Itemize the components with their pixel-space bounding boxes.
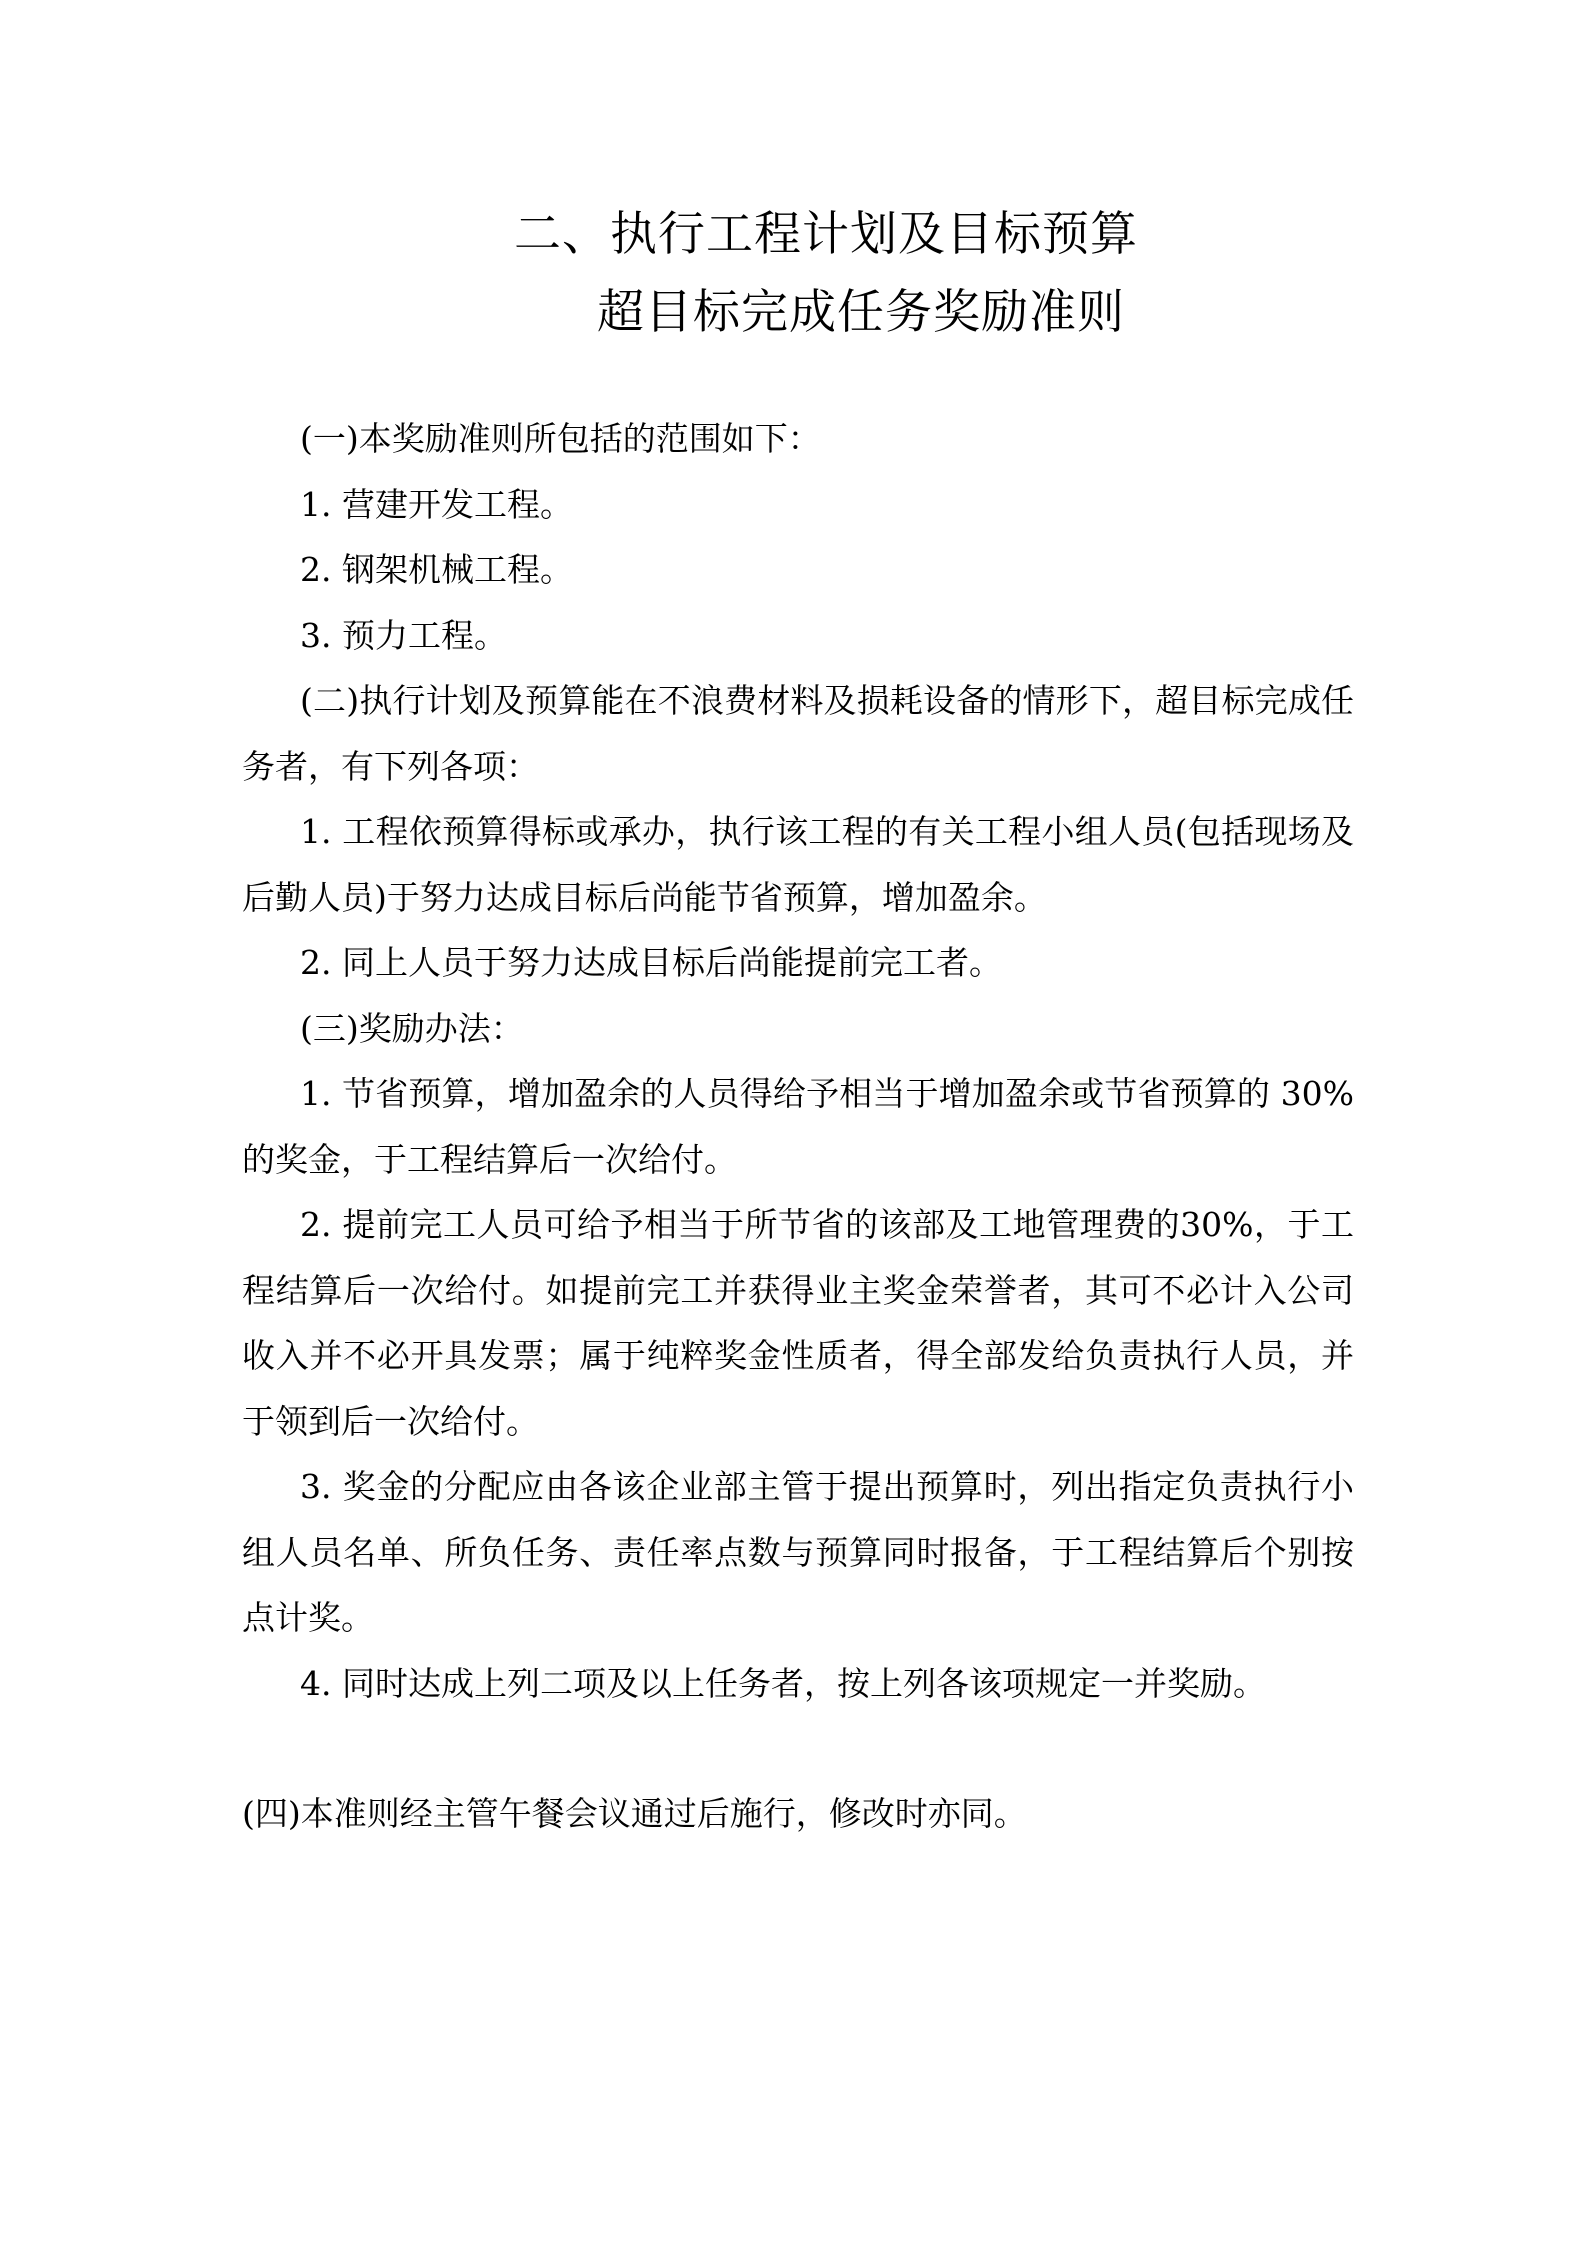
section-1-item-1: 1. 营建开发工程。 xyxy=(300,484,573,524)
section-1-item-3: 3. 预力工程。 xyxy=(300,615,507,655)
section-1-item-2: 2. 钢架机械工程。 xyxy=(300,550,573,589)
section-2-heading: (二)执行计划及预算能在不浪费材料及损耗设备的情形下，超目标完成任务者，有下列各项： xyxy=(242,681,1354,786)
section-3-item-1: 1. 节省预算，增加盈余的人员得给予相当于增加盈余或节省预算的 30%的奖金，于工程结算后一次给付。 xyxy=(242,1074,1354,1179)
section-3-item-3: 3. 奖金的分配应由各该企业部主管于提出预算时，列出指定负责执行小组人员名单、所负任务、责任率点数与预算同时报备，于工程结算后个别按点计奖。 xyxy=(242,1467,1354,1637)
section-2-item-1: 1. 工程依预算得标或承办，执行该工程的有关工程小组人员(包括现场及后勤人员)于努力达成目标后尚能节省预算，增加盈余。 xyxy=(242,812,1354,917)
document-body xyxy=(242,406,1354,1847)
section-3-heading: (三)奖励办法： xyxy=(300,1008,524,1048)
section-1-heading: (一)本奖励准则所包括的范围如下： xyxy=(300,419,821,458)
section-4-heading: (四)本准则经主管午餐会议通过后施行，修改时亦同。 xyxy=(242,1794,1027,1833)
section-3-item-2: 2. 提前完工人员可给予相当于所节省的该部及工地管理费的30%，于工程结算后一次给付。如提前完工并获得业主奖金荣誉者，其可不必计入公司收入并不必开具发票；属于纯粹奖金性质者，得全部发给负责执行人员，并于领到后一次给付。 xyxy=(242,1205,1354,1441)
section-2-item-2: 2. 同上人员于努力达成目标后尚能提前完工者。 xyxy=(300,943,1002,982)
title-line-2: 超目标完成任务奖励准则 xyxy=(597,285,1125,340)
section-3-item-4: 4. 同时达成上列二项及以上任务者，按上列各该项规定一并奖励。 xyxy=(300,1663,1266,1703)
document-title xyxy=(0,196,1587,352)
title-line-1: 二、执行工程计划及目标预算 xyxy=(514,207,1138,262)
